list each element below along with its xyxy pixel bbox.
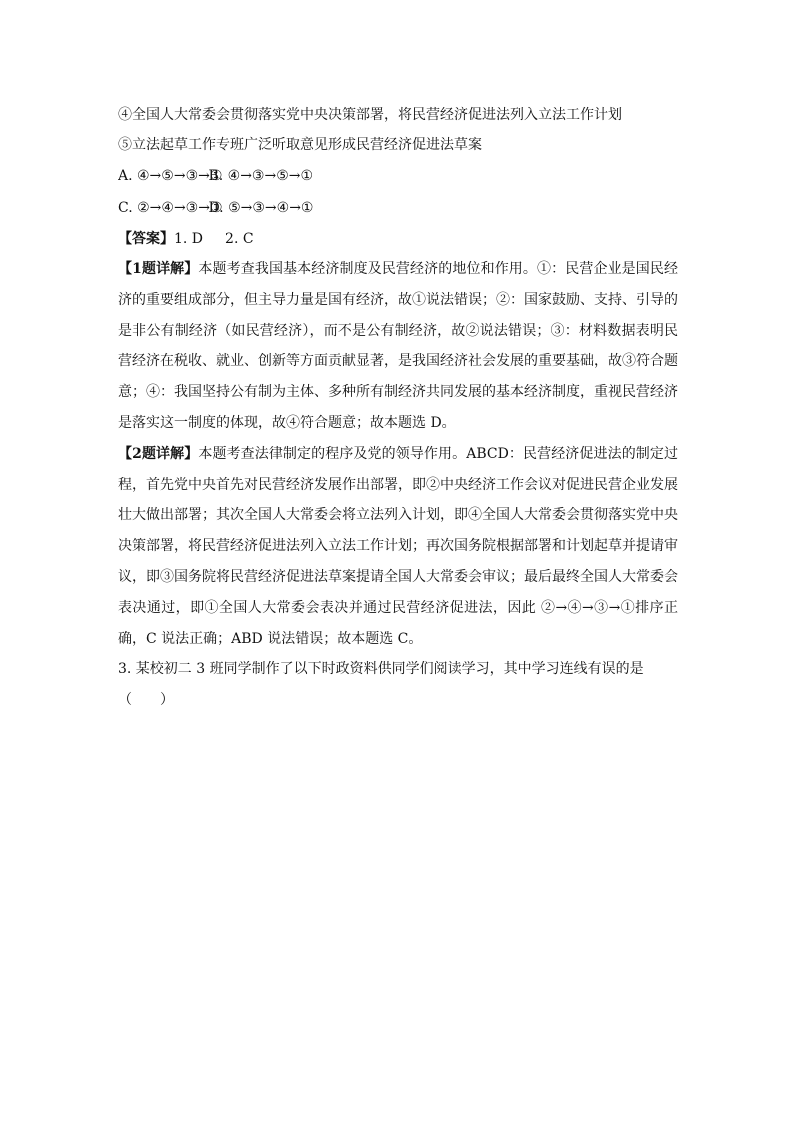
statement-item-5: ⑤立法起草工作专班广泛听取意见形成民营经济促进法草案 xyxy=(118,137,482,153)
answer-line xyxy=(118,224,678,254)
analysis-1-tag: 【1题详解】 xyxy=(118,261,199,277)
answer-tag: 【答案】 xyxy=(118,231,174,247)
options-row-2 xyxy=(118,192,678,224)
question-3: 3. 某校初二 3 班同学制作了以下时政资料供同学们阅读学习，其中学习连线有误的是（ ） xyxy=(118,661,644,709)
answer-second: 2. C xyxy=(225,231,254,247)
analysis-2-tag: 【2题详解】 xyxy=(118,445,199,462)
option-b: B. ④→③→⑤→① xyxy=(208,168,314,184)
analysis-2-text: 本题考查法律制定的程序及党的领导作用。ABCD：民营经济促进法的制定过程，首先党中央首先对民营经济发展作出部署，即②中央经济工作会议对促进民营企业发展壮大做出部署；其次全国人大常委会将立法列入计划，即④全国人大常委会贯彻落实党中央决策部署，将民营经济促进法列入立法工作计划；再次国务院根据部署和计划起草并提请审议，即③国务院将民营经济促进法草案提请全国人大常委会审议；最后最终全国人大常委会表决通过，即①全国人大常委会表决并通过民营经济促进法，因此 ②→④→③→①排序正确，C 说法正确；ABD 说法错误；故本题选 C。 xyxy=(118,445,678,647)
answer-first: 1. D xyxy=(174,231,204,247)
document-content xyxy=(118,100,678,716)
option-c: C. ②→④→③→① xyxy=(118,200,223,216)
analysis-1 xyxy=(118,254,678,439)
statement-item-4: ④全国人大常委会贯彻落实党中央决策部署，将民营经济促进法列入立法工作计划 xyxy=(118,107,622,123)
analysis-1-text: 本题考查我国基本经济制度及民营经济的地位和作用。①：民营企业是国民经济的重要组成部分，但主导力量是国有经济，故①说法错误；②：国家鼓励、支持、引导的是非公有制经济（如民营经济），而不是公有制经济，故②说法错误；③：材料数据表明民营经济在税收、就业、创新等方面贡献显著，是我国经济社会发展的重要基础，故③符合题意；④：我国坚持公有制为主体、多种所有制经济共同发展的基本经济制度，重视民营经济是落实这一制度的体现，故④符合题意；故本题选 D。 xyxy=(118,261,679,431)
analysis-2 xyxy=(118,439,678,655)
options-row-1 xyxy=(118,160,678,192)
option-a: A. ④→⑤→③→① xyxy=(118,168,223,184)
option-d: D. ⑤→③→④→① xyxy=(208,200,314,216)
